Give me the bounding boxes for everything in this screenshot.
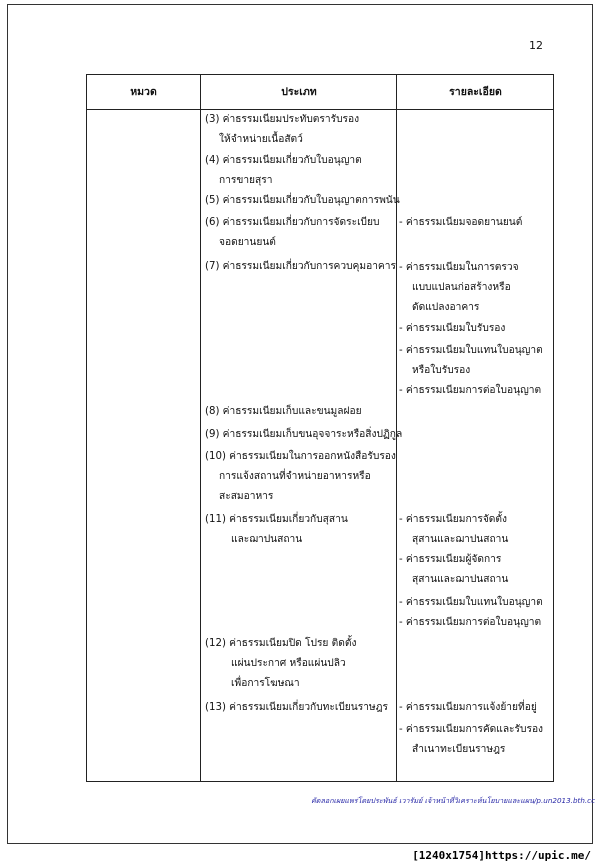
table-body xyxy=(86,110,554,782)
detail-item xyxy=(399,613,541,633)
detail-line: ดัดแปลงอาคาร xyxy=(412,302,480,313)
detail-line: - ค่าธรรมเนียมการคัดและรับรอง xyxy=(399,724,544,735)
detail-line: - ค่าธรรมเนียมการต่อใบอนุญาต xyxy=(399,617,542,628)
type-item-5 xyxy=(205,191,400,211)
type-line: (3) ค่าธรรมเนียมประทับตรารับรอง xyxy=(205,114,360,125)
type-item-6 xyxy=(205,213,379,253)
type-line: (6) ค่าธรรมเนียมเกี่ยวกับการจัดระเบียบ xyxy=(205,217,380,228)
type-line: จอดยานยนต์ xyxy=(219,237,276,248)
type-line: (8) ค่าธรรมเนียมเก็บและขนมูลฝอย xyxy=(205,406,362,417)
type-line: (12) ค่าธรรมเนียมปิด โปรย ติดตั้ง xyxy=(205,638,357,649)
detail-item xyxy=(399,510,508,550)
type-line: (11) ค่าธรรมเนียมเกี่ยวกับสุสาน xyxy=(205,514,348,525)
type-line: (9) ค่าธรรมเนียมเก็บขนอุจจาระหรือสิ่งปฏิกูล xyxy=(205,429,403,440)
detail-line: แบบแปลนก่อสร้างหรือ xyxy=(412,282,511,293)
detail-line: - ค่าธรรมเนียมใบแทนใบอนุญาต xyxy=(399,345,543,356)
type-item-12 xyxy=(205,634,356,694)
type-item-13 xyxy=(205,698,388,718)
detail-line: หรือใบรับรอง xyxy=(412,365,471,376)
detail-line: - ค่าธรรมเนียมใบรับรอง xyxy=(399,323,506,334)
table-header xyxy=(86,74,554,110)
detail-line: - ค่าธรรมเนียมการแจ้งย้ายที่อยู่ xyxy=(399,702,537,713)
detail-line: - ค่าธรรมเนียมการต่อใบอนุญาต xyxy=(399,385,542,396)
detail-item xyxy=(399,593,543,613)
detail-line: สุสานและฌาปนสถาน xyxy=(412,534,509,545)
detail-line: - ค่าธรรมเนียมการจัดตั้ง xyxy=(399,514,507,525)
detail-line: - ค่าธรรมเนียมจอดยานยนต์ xyxy=(399,217,523,228)
detail-line: สุสานและฌาปนสถาน xyxy=(412,574,509,585)
type-item-4 xyxy=(205,151,362,191)
detail-item xyxy=(399,213,522,233)
type-line: (5) ค่าธรรมเนียมเกี่ยวกับใบอนุญาตการพนัน xyxy=(205,195,400,206)
page-number: 12 xyxy=(529,39,543,52)
detail-item xyxy=(399,381,541,401)
type-line: ให้จำหน่ายเนื้อสัตว์ xyxy=(219,134,303,145)
type-line: สะสมอาหาร xyxy=(219,491,274,502)
detail-line: - ค่าธรรมเนียมในการตรวจ xyxy=(399,262,519,273)
type-line: เพื่อการโฆษณา xyxy=(231,678,300,689)
type-line: แผ่นประกาศ หรือแผ่นปลิว xyxy=(231,658,346,669)
header-detail: รายละเอียด xyxy=(396,75,554,109)
detail-item xyxy=(399,319,505,339)
header-category: หมวด xyxy=(130,86,157,98)
type-line: (4) ค่าธรรมเนียมเกี่ยวกับใบอนุญาต xyxy=(205,155,362,166)
type-line: การขายสุรา xyxy=(219,175,273,186)
type-item-3 xyxy=(205,110,359,150)
footer-credit: คัดลอกเผยแพร่โดยประพันธ์ เวารัมย์ เจ้าหน้าที่วิเคราะห์นโยบายและแผน/p.un2013.bth.cc xyxy=(311,796,596,805)
detail-line: - ค่าธรรมเนียมผู้จัดการ xyxy=(399,554,502,565)
type-item-7 xyxy=(205,257,396,277)
type-item-9 xyxy=(205,425,402,445)
type-item-10 xyxy=(205,447,396,507)
detail-item xyxy=(399,341,543,381)
watermark: [1240x1754]https://upic.me/ xyxy=(409,848,594,863)
column-divider-1 xyxy=(200,110,201,781)
detail-item xyxy=(399,720,543,760)
type-line: (13) ค่าธรรมเนียมเกี่ยวกับทะเบียนราษฎร xyxy=(205,702,388,713)
detail-item xyxy=(399,698,537,718)
type-line: (7) ค่าธรรมเนียมเกี่ยวกับการควบคุมอาคาร xyxy=(205,261,396,272)
type-item-11 xyxy=(205,510,348,550)
detail-item xyxy=(399,550,508,590)
detail-line: - ค่าธรรมเนียมใบแทนใบอนุญาต xyxy=(399,597,543,608)
detail-line: สำเนาทะเบียนราษฎร xyxy=(412,744,506,755)
detail-item xyxy=(399,258,519,318)
type-item-8 xyxy=(205,402,362,422)
type-line: การแจ้งสถานที่จำหน่ายอาหารหรือ xyxy=(219,471,371,482)
type-line: และฌาปนสถาน xyxy=(231,534,303,545)
type-line: (10) ค่าธรรมเนียมในการออกหนังสือรับรอง xyxy=(205,451,396,462)
header-type: ประเภท xyxy=(200,75,397,109)
